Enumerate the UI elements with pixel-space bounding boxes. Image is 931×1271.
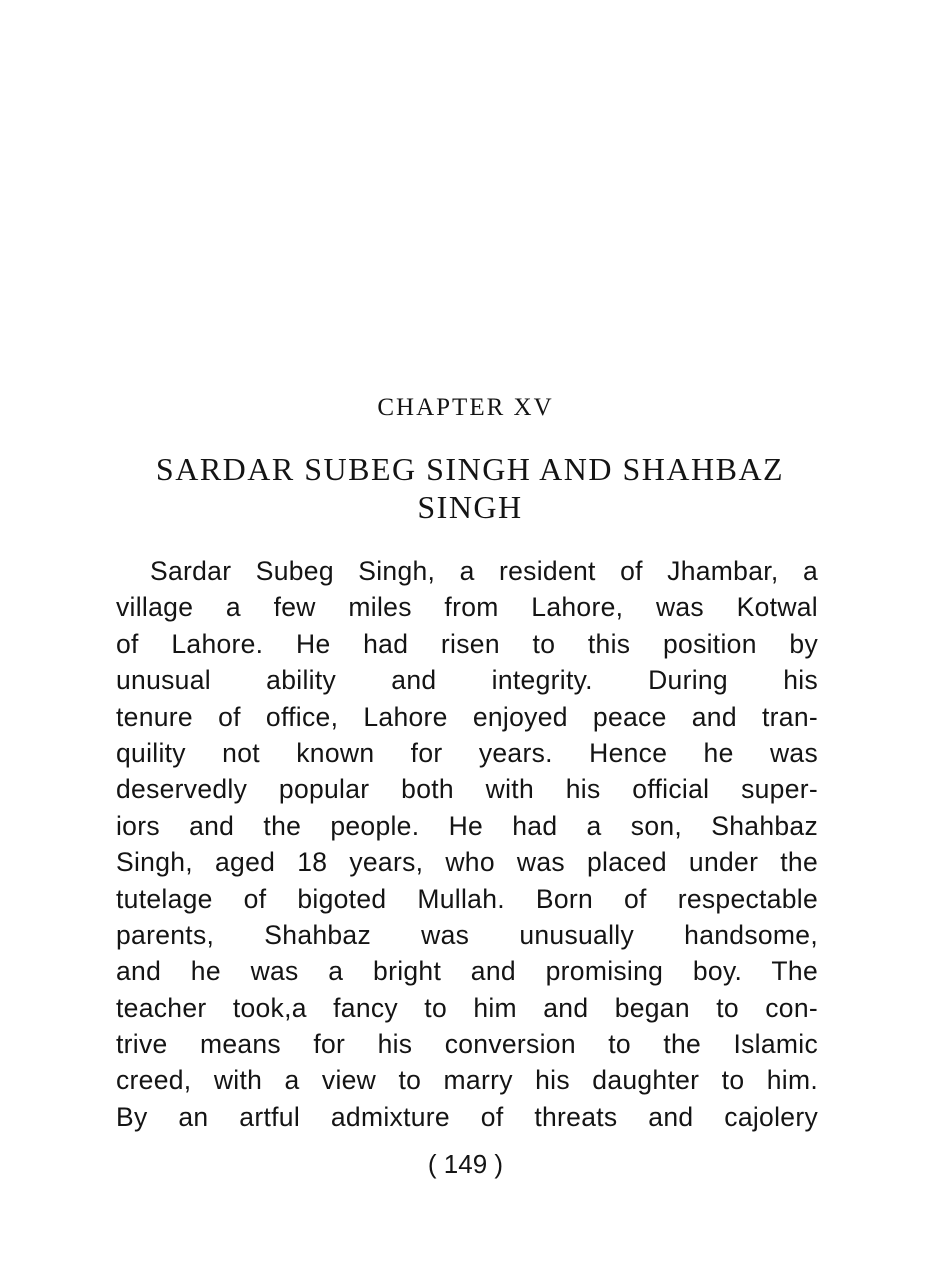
body-paragraph bbox=[116, 553, 818, 1135]
text-line: and he was a bright and promising boy. The bbox=[116, 956, 818, 987]
text-line: Singh, aged 18 years, who was placed under the bbox=[116, 847, 818, 878]
text-line: trive means for his conversion to the Islamic bbox=[116, 1029, 818, 1060]
text-line: tenure of office, Lahore enjoyed peace and tran- bbox=[116, 701, 818, 732]
text-line: By an artful admixture of threats and cajolery bbox=[116, 1101, 818, 1132]
text-line: iors and the people. He had a son, Shahbaz bbox=[116, 810, 818, 841]
chapter-label: CHAPTER XV bbox=[377, 394, 554, 421]
text-line: Sardar Subeg Singh, a resident of Jhambar, a bbox=[150, 556, 818, 586]
text-line: village a few miles from Lahore, was Kotwal bbox=[116, 592, 818, 623]
text-line: deservedly popular both with his official super- bbox=[116, 774, 818, 805]
text-line: teacher took,a fancy to him and began to con- bbox=[116, 992, 818, 1023]
text-line: tutelage of bigoted Mullah. Born of respectable bbox=[116, 883, 818, 914]
text-line: unusual ability and integrity. During his bbox=[116, 665, 818, 696]
text-line: of Lahore. He had risen to this position by bbox=[116, 628, 818, 659]
text-line: creed, with a view to marry his daughter to him. bbox=[116, 1065, 818, 1096]
chapter-title: SARDAR SUBEG SINGH AND SHAHBAZ SINGH bbox=[155, 451, 785, 525]
text-line: parents, Shahbaz was unusually handsome, bbox=[116, 919, 818, 950]
page-number: ( 149 ) bbox=[427, 1149, 504, 1179]
text-line: quility not known for years. Hence he was bbox=[116, 737, 818, 768]
